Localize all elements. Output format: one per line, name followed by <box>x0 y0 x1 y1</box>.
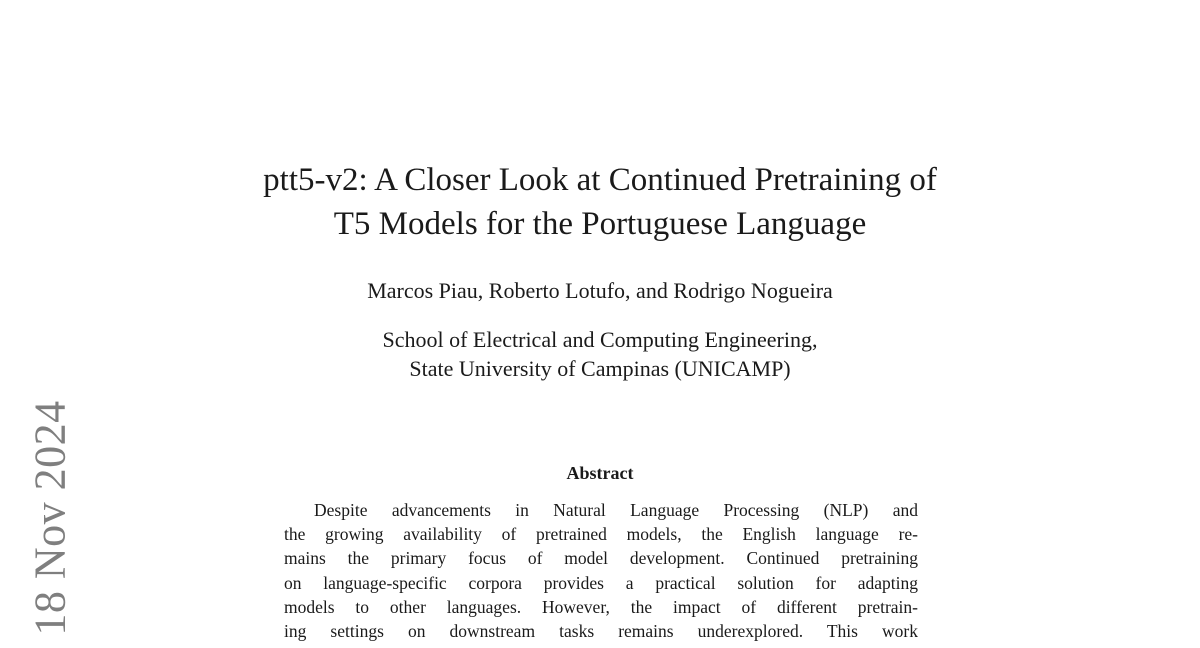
title-line-1: ptt5-v2: A Closer Look at Continued Pretraining of <box>263 162 937 198</box>
arxiv-date-text: 18 Nov 2024 <box>25 400 75 636</box>
abstract-body <box>284 498 918 643</box>
paper-affiliation <box>0 325 1200 383</box>
affiliation-line-1: School of Electrical and Computing Engineering, <box>382 327 818 352</box>
abstract-line-1: Despite advancements in Natural Language Processing (NLP) and <box>314 500 918 520</box>
affiliation-line-2: State University of Campinas (UNICAMP) <box>409 356 791 381</box>
abstract-line-4: on language-specific corpora provides a practical solution for adapting <box>284 572 918 593</box>
abstract-line-2: the growing availability of pretrained models, the English language re- <box>284 524 918 545</box>
title-line-2: T5 Models for the Portuguese Language <box>333 206 867 242</box>
abstract-line-6: ing settings on downstream tasks remains underexplored. This work <box>284 621 918 642</box>
paper-authors: Marcos Piau, Roberto Lotufo, and Rodrigo Nogueira <box>367 278 833 303</box>
abstract-heading: Abstract <box>566 463 634 483</box>
paper-title <box>0 158 1200 246</box>
abstract-line-5: models to other languages. However, the impact of different pretrain- <box>284 596 918 617</box>
abstract-line-3: mains the primary focus of model development. Continued pretraining <box>284 548 918 569</box>
